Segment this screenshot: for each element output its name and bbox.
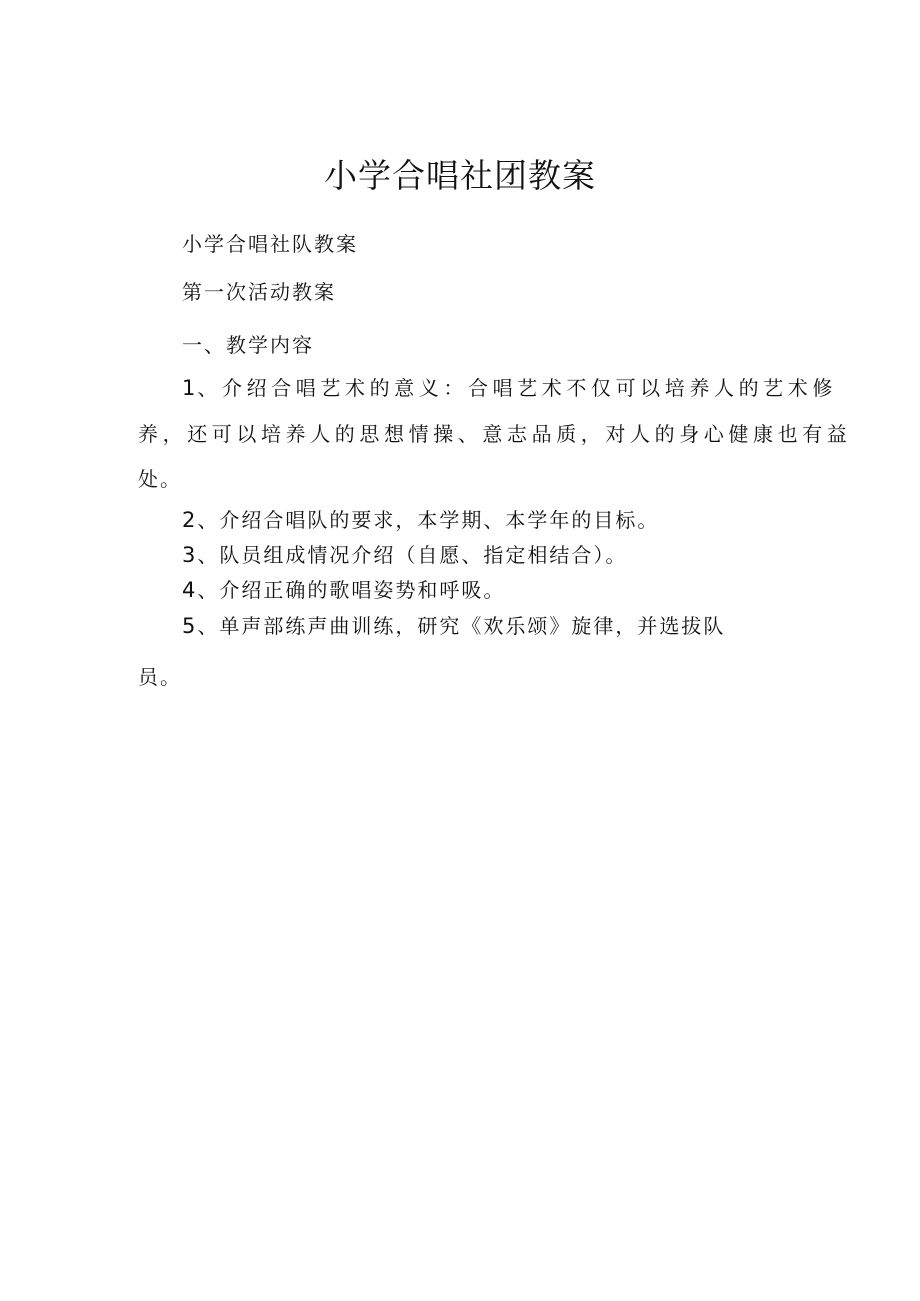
document-title: 小学合唱社团教案 [324, 156, 596, 195]
item-text: 、介绍正确的歌唱姿势和呼吸。 [197, 578, 506, 602]
list-item-5 [182, 610, 725, 639]
item-number: 4 [182, 578, 198, 602]
item-text: 、队员组成情况介绍（自愿、指定相结合）。 [197, 543, 628, 567]
item-text: 、介绍合唱艺术的意义：合唱艺术不仅可以培养人的艺术修 [197, 376, 837, 400]
list-item-1 [182, 372, 837, 401]
item-number: 5 [182, 614, 198, 638]
session-heading: 第一次活动教案 [182, 280, 336, 304]
document-subtitle: 小学合唱社队教案 [182, 232, 358, 256]
section-heading: 一、教学内容 [182, 333, 314, 357]
list-item-1-continuation: 养，还可以培养人的思想情操、意志品质，对人的身心健康也有益 [138, 422, 852, 446]
item-number: 1 [182, 376, 198, 400]
item-text: 、单声部练声曲训练，研究《欢乐颂》旋律，并选拔队 [197, 614, 726, 638]
item-number: 3 [182, 543, 198, 567]
list-item-2 [182, 504, 659, 533]
list-item-3 [182, 539, 627, 568]
list-item-1-continuation-end: 处。 [138, 467, 182, 491]
item-number: 2 [182, 508, 198, 532]
list-item-4 [182, 574, 505, 603]
item-text: 、介绍合唱队的要求，本学期、本学年的目标。 [197, 508, 660, 532]
list-item-5-continuation: 员。 [138, 665, 182, 689]
